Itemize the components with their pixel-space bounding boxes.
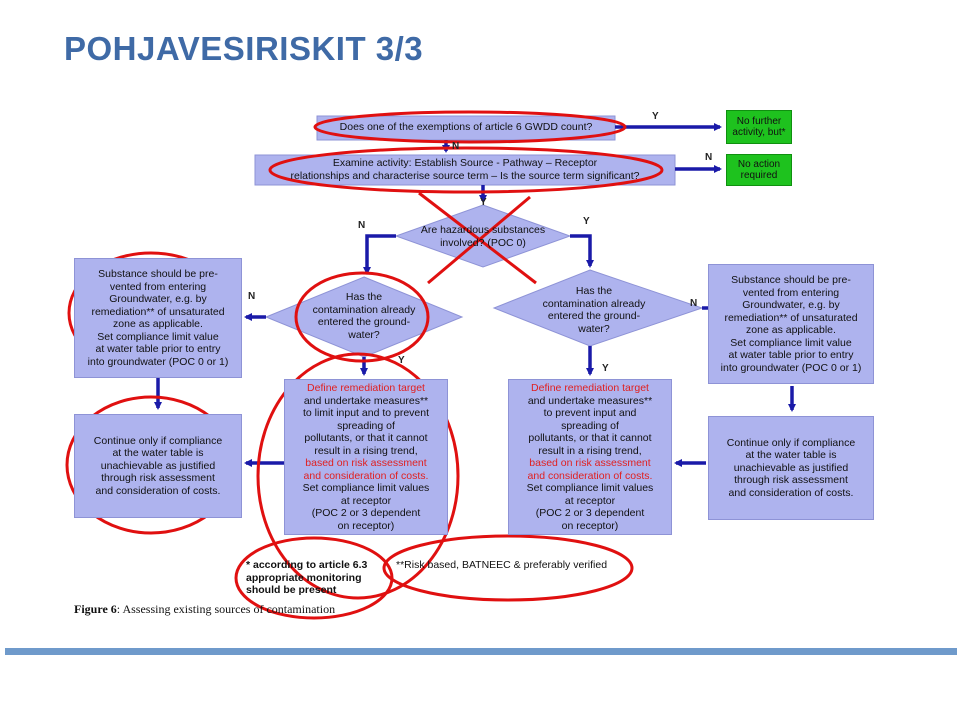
prevent-right-box: [708, 264, 874, 384]
remediation-right-red2: based on risk assessment and consideration of costs.: [527, 457, 653, 482]
label-n-exemptions: N: [452, 141, 460, 152]
label-n-examine: N: [705, 152, 713, 163]
continue-left-box: [74, 414, 242, 518]
label-y-hazardous-right: Y: [583, 216, 590, 227]
bottom-rule: [5, 648, 957, 655]
remediation-left-text1: and undertake measures** to limit input and to prevent spreading of pollutants, or that it cannot result in a rising trend,: [302, 394, 430, 457]
remediation-left-text2: Set compliance limit values at receptor (POC 2 or 3 dependent on receptor): [302, 482, 430, 532]
footnote-monitoring: * according to article 6.3 appropriate monitoring should be present: [246, 559, 368, 596]
label-y-left: Y: [398, 355, 405, 366]
remediation-right-box: [508, 379, 672, 535]
remediation-right-text2: Set compliance limit values at receptor (POC 2 or 3 dependent on receptor): [526, 482, 654, 532]
label-n-right: N: [690, 298, 698, 309]
examine-question: Examine activity: Establish Source - Pathway – Receptor relationships and characterise source term – Is the source term significant?: [290, 157, 640, 182]
figure-caption: [74, 602, 335, 617]
continue-right-text: Continue only if compliance at the water table is unachievable as justified through risk assessment and consideration of costs.: [726, 436, 856, 499]
remediation-left-red2: based on risk assessment and consideration of costs.: [303, 457, 429, 482]
label-y-hazardous: Y: [480, 197, 487, 208]
entered-right-question: Has the contamination already entered the ground- water?: [542, 285, 646, 335]
flowchart-figure: [62, 98, 886, 620]
remediation-left-box: [284, 379, 448, 535]
hazardous-question: Are hazardous substances involved? (POC 0): [420, 224, 546, 249]
label-n-left: N: [248, 291, 256, 302]
prevent-left-box: [74, 258, 242, 378]
prevent-left-text: Substance should be pre- vented from entering Groundwater, e.g. by remediation** of unsaturated zone as applicable. Set compliance limit value at water table prior to entry into groundwater (POC 0 or 1): [87, 268, 229, 368]
entered-left-question: Has the contamination already entered the ground- water?: [312, 291, 416, 341]
footnote-batneec: **Risk based, BATNEEC & preferably verified: [396, 559, 608, 571]
no-further-box: No further activity, but*: [726, 110, 792, 144]
no-action-box: No action required: [726, 154, 792, 186]
remediation-right-red1: Define remediation target: [531, 382, 649, 394]
slide-title: POHJAVESIRISKIT 3/3: [64, 30, 424, 67]
continue-right-box: [708, 416, 874, 520]
caption-text: : Assessing existing sources of contamination: [116, 602, 336, 616]
label-y-right: Y: [602, 363, 609, 374]
label-n-hazardous: N: [358, 220, 366, 231]
remediation-right-text1: and undertake measures** to prevent input and spreading of pollutants, or that it cannot result in a rising trend,: [527, 394, 653, 457]
prevent-right-text: Substance should be pre- vented from entering Groundwater, e.g. by remediation** of unsaturated zone as applicable. Set compliance limit value at water table prior to entry into groundwater (POC 0 or 1): [720, 274, 862, 374]
continue-left-text: Continue only if compliance at the water table is unachievable as justified through risk assessment and consideration of costs.: [93, 434, 223, 497]
remediation-left-red1: Define remediation target: [307, 382, 425, 394]
label-y-top: Y: [652, 111, 659, 122]
caption-label: Figure 6: [74, 602, 117, 616]
exemptions-question: Does one of the exemptions of article 6 GWDD count?: [339, 121, 593, 133]
